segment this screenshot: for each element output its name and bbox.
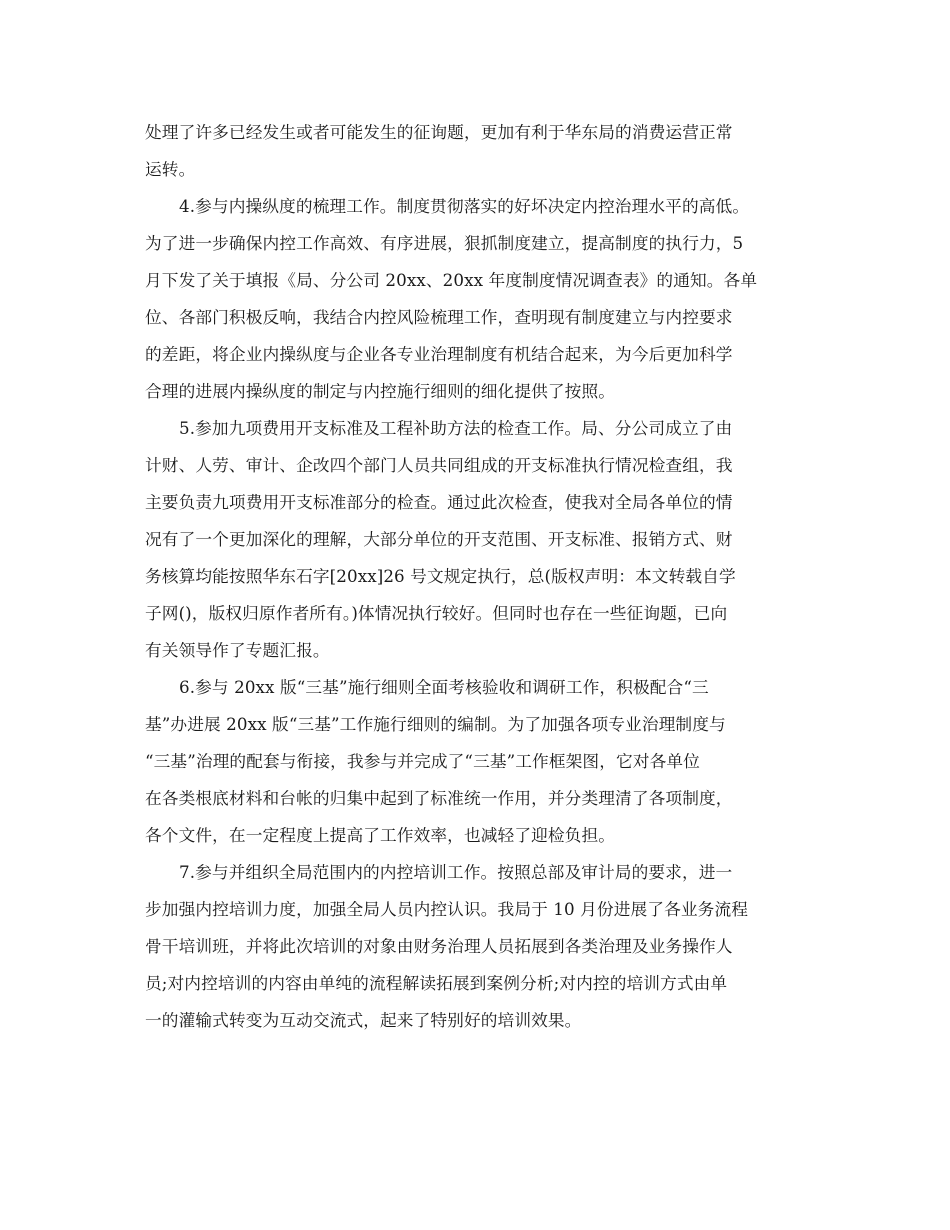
text-line: 员;对内控培训的内容由单纯的流程解读拓展到案例分析;对内控的培训方式由单: [145, 973, 728, 993]
text-line: 计财、人劳、审计、企改四个部门人员共同组成的开支标准执行情况检查组，我: [145, 455, 733, 475]
text-line: 主要负责九项费用开支标准部分的检查。通过此次检查，使我对全局各单位的情: [145, 492, 733, 512]
text-line: 月下发了关于填报《局、分公司 20xx、20xx 年度制度情况调查表》的通知。各单: [145, 270, 758, 290]
paragraph-item-4: [145, 188, 815, 410]
text-line: 一的灌输式转变为互动交流式，起来了特别好的培训效果。: [145, 1010, 582, 1030]
text-line: 务核算均能按照华东石字[20xx]26 号文规定执行，总(版权声明：本文转载自学: [145, 566, 736, 586]
text-line: 步加强内控培训力度，加强全局人员内控认识。我局于 10 月份进展了各业务流程: [145, 899, 749, 919]
text-line: 6.参与 20xx 版“三基”施行细则全面考核验收和调研工作，积极配合“三: [179, 677, 709, 697]
document-body: [145, 114, 815, 1039]
text-line: 为了进一步确保内控工作高效、有序进展，狠抓制度建立，提高制度的执行力，5: [145, 233, 744, 253]
paragraph-item-7: [145, 854, 815, 1039]
text-line: 骨干培训班，并将此次培训的对象由财务治理人员拓展到各类治理及业务操作人: [145, 936, 733, 956]
text-line: 有关领导作了专题汇报。: [145, 640, 330, 660]
text-line: 5.参加九项费用开支标准及工程补助方法的检查工作。局、分公司成立了由: [179, 418, 733, 438]
text-line: 处理了许多已经发生或者可能发生的征询题，更加有利于华东局的消费运营正常: [145, 122, 733, 142]
text-line: 位、各部门积极反响，我结合内控风险梳理工作，查明现有制度建立与内控要求: [145, 307, 733, 327]
text-line: 基”办进展 20xx 版“三基”工作施行细则的编制。为了加强各项专业治理制度与: [145, 714, 726, 734]
text-line: 的差距，将企业内操纵度与企业各专业治理制度有机结合起来，为今后更加科学: [145, 344, 733, 364]
text-line: 合理的进展内操纵度的制定与内控施行细则的细化提供了按照。: [145, 381, 616, 401]
text-line: 况有了一个更加深化的理解，大部分单位的开支范围、开支标准、报销方式、财: [145, 529, 733, 549]
text-line: 4.参与内操纵度的梳理工作。制度贯彻落实的好坏决定内控治理水平的高低。: [179, 196, 750, 216]
text-line: 子网()，版权归原作者所有。)体情况执行较好。但同时也存在一些征询题，已向: [145, 603, 728, 623]
paragraph-item-5: [145, 410, 815, 669]
text-line: 各个文件，在一定程度上提高了工作效率，也减轻了迎检负担。: [145, 825, 616, 845]
text-line: 7.参与并组织全局范围内的内控培训工作。按照总部及审计局的要求，进一: [179, 862, 733, 882]
paragraph-continuation: [145, 114, 815, 188]
text-line: 在各类根底材料和台帐的归集中起到了标准统一作用，并分类理清了各项制度，: [145, 788, 733, 808]
paragraph-item-6: [145, 669, 815, 854]
text-line: 运转。: [145, 159, 196, 179]
text-line: “三基”治理的配套与衔接，我参与并完成了“三基”工作框架图，它对各单位: [145, 751, 700, 771]
